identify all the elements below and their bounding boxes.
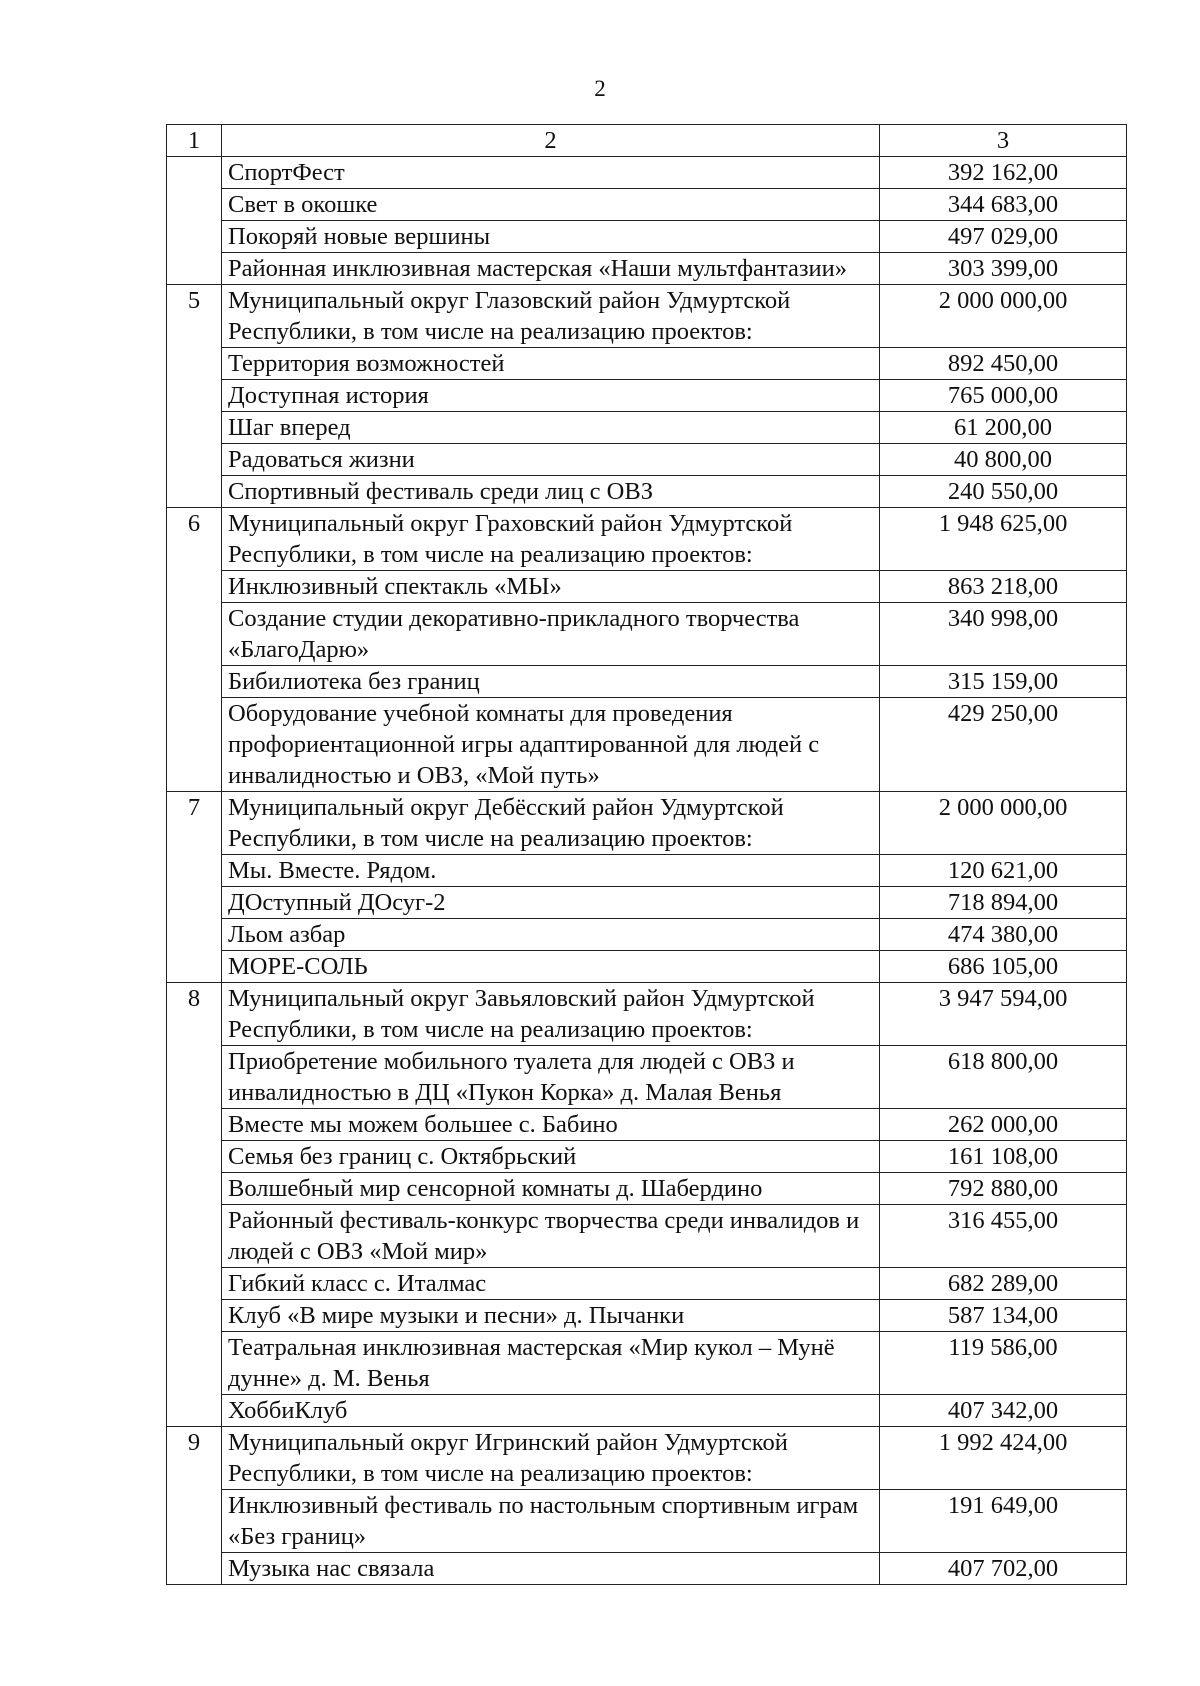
row-amount: 316 455,00: [880, 1205, 1127, 1268]
row-amount: 686 105,00: [880, 951, 1127, 983]
table-row: [167, 285, 1127, 348]
row-number: [167, 666, 222, 698]
row-amount: 191 649,00: [880, 1490, 1127, 1553]
header-col-1: 1: [167, 125, 222, 157]
table-row: [167, 1205, 1127, 1268]
row-number: [167, 1268, 222, 1300]
table-row: [167, 157, 1127, 189]
row-name: Муниципальный округ Завьяловский район Удмуртской Республики, в том числе на реализацию проектов:: [222, 983, 880, 1046]
table-row: [167, 1268, 1127, 1300]
row-amount: 1 992 424,00: [880, 1427, 1127, 1490]
row-amount: 863 218,00: [880, 571, 1127, 603]
row-number: [167, 1553, 222, 1585]
row-name: ДОступный ДОсуг-2: [222, 887, 880, 919]
row-amount: 344 683,00: [880, 189, 1127, 221]
row-name: Покоряй новые вершины: [222, 221, 880, 253]
row-number: [167, 1173, 222, 1205]
table-row: [167, 603, 1127, 666]
table-row: [167, 1427, 1127, 1490]
row-name: Музыка нас связала: [222, 1553, 880, 1585]
page-number: 2: [594, 76, 606, 101]
row-name: Районная инклюзивная мастерская «Наши мультфантазии»: [222, 253, 880, 285]
row-name: Муниципальный округ Глазовский район Удмуртской Республики, в том числе на реализацию проектов:: [222, 285, 880, 348]
row-number: [167, 1332, 222, 1395]
row-name: МОРЕ-СОЛЬ: [222, 951, 880, 983]
row-amount: 792 880,00: [880, 1173, 1127, 1205]
row-number: [167, 412, 222, 444]
row-name: Свет в окошке: [222, 189, 880, 221]
row-name: Оборудование учебной комнаты для проведения профориентационной игры адаптированной для людей с инвалидностью и ОВЗ, «Мой путь»: [222, 698, 880, 792]
row-number: [167, 221, 222, 253]
row-number: 6: [167, 508, 222, 571]
table-row: [167, 348, 1127, 380]
row-number: [167, 1109, 222, 1141]
row-name: Шаг вперед: [222, 412, 880, 444]
row-name: Гибкий класс с. Италмас: [222, 1268, 880, 1300]
row-name: Инклюзивный спектакль «МЫ»: [222, 571, 880, 603]
table-row: [167, 1553, 1127, 1585]
table-row: [167, 1046, 1127, 1109]
row-number: [167, 919, 222, 951]
row-amount: 161 108,00: [880, 1141, 1127, 1173]
table-row: [167, 1173, 1127, 1205]
row-name: Волшебный мир сенсорной комнаты д. Шабердино: [222, 1173, 880, 1205]
table-row: [167, 983, 1127, 1046]
row-number: [167, 253, 222, 285]
row-name: Семья без границ с. Октябрьский: [222, 1141, 880, 1173]
row-number: [167, 1490, 222, 1553]
row-number: [167, 157, 222, 189]
table-row: [167, 571, 1127, 603]
row-number: [167, 348, 222, 380]
row-amount: 765 000,00: [880, 380, 1127, 412]
row-name: Районный фестиваль-конкурс творчества среди инвалидов и людей с ОВЗ «Мой мир»: [222, 1205, 880, 1268]
row-amount: 587 134,00: [880, 1300, 1127, 1332]
row-amount: 892 450,00: [880, 348, 1127, 380]
row-amount: 407 702,00: [880, 1553, 1127, 1585]
table-row: [167, 253, 1127, 285]
row-amount: 40 800,00: [880, 444, 1127, 476]
table-row: [167, 792, 1127, 855]
row-name: СпортФест: [222, 157, 880, 189]
row-amount: 2 000 000,00: [880, 285, 1127, 348]
row-amount: 120 621,00: [880, 855, 1127, 887]
row-name: Клуб «В мире музыки и песни» д. Пычанки: [222, 1300, 880, 1332]
row-amount: 61 200,00: [880, 412, 1127, 444]
table-row: [167, 1332, 1127, 1395]
table-row: [167, 444, 1127, 476]
funding-table: [166, 124, 1127, 1585]
row-number: [167, 380, 222, 412]
row-number: [167, 1141, 222, 1173]
table-row: [167, 508, 1127, 571]
row-number: [167, 855, 222, 887]
row-number: 9: [167, 1427, 222, 1490]
row-name: Спортивный фестиваль среди лиц с ОВЗ: [222, 476, 880, 508]
row-name: Льом азбар: [222, 919, 880, 951]
row-name: Театральная инклюзивная мастерская «Мир кукол – Мунё дунне» д. М. Венья: [222, 1332, 880, 1395]
header-col-3: 3: [880, 125, 1127, 157]
row-name: Создание студии декоративно-прикладного творчества «БлагоДарю»: [222, 603, 880, 666]
row-amount: 315 159,00: [880, 666, 1127, 698]
row-amount: 240 550,00: [880, 476, 1127, 508]
table-row: [167, 1109, 1127, 1141]
row-name: Доступная история: [222, 380, 880, 412]
row-name: Муниципальный округ Дебёсский район Удмуртской Республики, в том числе на реализацию проектов:: [222, 792, 880, 855]
table-row: [167, 1141, 1127, 1173]
row-name: Муниципальный округ Игринский район Удмуртской Республики, в том числе на реализацию проектов:: [222, 1427, 880, 1490]
row-number: [167, 887, 222, 919]
row-name: Мы. Вместе. Рядом.: [222, 855, 880, 887]
row-number: [167, 571, 222, 603]
table-row: [167, 666, 1127, 698]
row-amount: 682 289,00: [880, 1268, 1127, 1300]
header-col-2: 2: [222, 125, 880, 157]
table-row: [167, 380, 1127, 412]
row-amount: 407 342,00: [880, 1395, 1127, 1427]
row-number: [167, 189, 222, 221]
row-number: [167, 1046, 222, 1109]
row-name: Бибилиотека без границ: [222, 666, 880, 698]
table-row: [167, 887, 1127, 919]
row-name: Муниципальный округ Граховский район Удмуртской Республики, в том числе на реализацию проектов:: [222, 508, 880, 571]
row-number: 5: [167, 285, 222, 348]
row-amount: 340 998,00: [880, 603, 1127, 666]
row-name: ХоббиКлуб: [222, 1395, 880, 1427]
row-number: 7: [167, 792, 222, 855]
table-row: [167, 221, 1127, 253]
table-row: [167, 951, 1127, 983]
row-amount: 1 948 625,00: [880, 508, 1127, 571]
row-number: [167, 603, 222, 666]
row-amount: 392 162,00: [880, 157, 1127, 189]
row-number: [167, 951, 222, 983]
row-amount: 3 947 594,00: [880, 983, 1127, 1046]
table-header-row: [167, 125, 1127, 157]
row-amount: 718 894,00: [880, 887, 1127, 919]
row-amount: 497 029,00: [880, 221, 1127, 253]
table-row: [167, 1490, 1127, 1553]
row-name: Территория возможностей: [222, 348, 880, 380]
row-amount: 303 399,00: [880, 253, 1127, 285]
row-number: [167, 1205, 222, 1268]
table-row: [167, 412, 1127, 444]
row-number: [167, 698, 222, 792]
row-amount: 429 250,00: [880, 698, 1127, 792]
row-amount: 2 000 000,00: [880, 792, 1127, 855]
row-number: [167, 444, 222, 476]
row-number: [167, 1395, 222, 1427]
row-amount: 119 586,00: [880, 1332, 1127, 1395]
table-row: [167, 189, 1127, 221]
row-name: Вместе мы можем большее с. Бабино: [222, 1109, 880, 1141]
row-amount: 262 000,00: [880, 1109, 1127, 1141]
table-row: [167, 919, 1127, 951]
row-name: Инклюзивный фестиваль по настольным спортивным играм «Без границ»: [222, 1490, 880, 1553]
row-amount: 618 800,00: [880, 1046, 1127, 1109]
row-number: 8: [167, 983, 222, 1046]
row-number: [167, 476, 222, 508]
row-amount: 474 380,00: [880, 919, 1127, 951]
table-row: [167, 1395, 1127, 1427]
table-row: [167, 855, 1127, 887]
row-name: Приобретение мобильного туалета для людей с ОВЗ и инвалидностью в ДЦ «Пукон Корка» д. Малая Венья: [222, 1046, 880, 1109]
table-row: [167, 698, 1127, 792]
table-row: [167, 1300, 1127, 1332]
row-name: Радоваться жизни: [222, 444, 880, 476]
row-number: [167, 1300, 222, 1332]
table-row: [167, 476, 1127, 508]
